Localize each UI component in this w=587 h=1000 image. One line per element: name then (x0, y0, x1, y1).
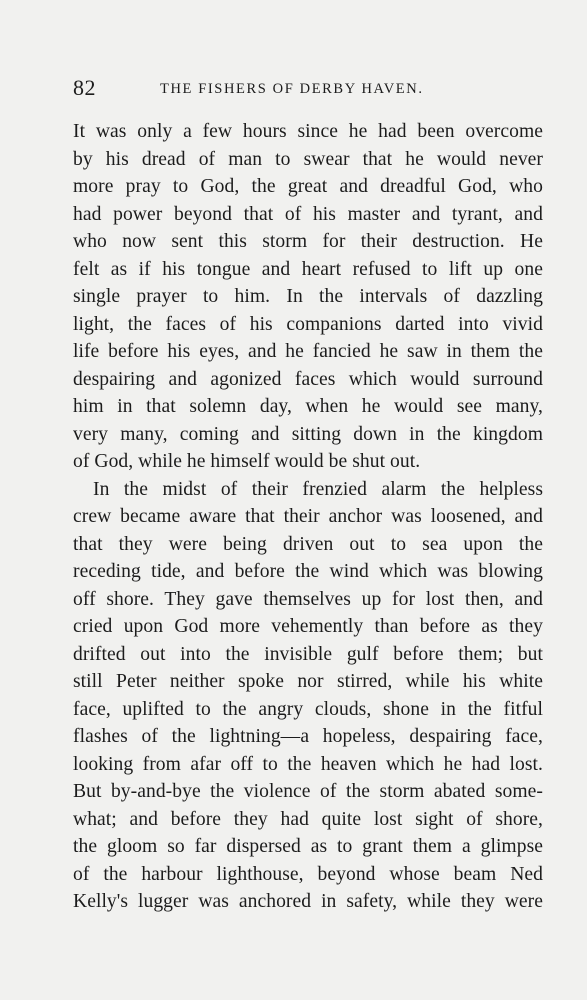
text-line: It was only a few hours since he had been overcome (73, 121, 543, 142)
text-line: who now sent this storm for their destruction. He (73, 231, 543, 252)
text-line: flashes of the lightning—a hopeless, despairing face, (73, 726, 543, 747)
text-line: crew became aware that their anchor was loosened, and (73, 506, 543, 527)
text-line: despairing and agonized faces which would surround (73, 368, 543, 390)
text-line: face, uplifted to the angry clouds, shone in the fitful (73, 698, 543, 720)
page-number: 82 (73, 75, 96, 100)
text-line: very many, coming and sitting down in the kingdom (73, 423, 543, 445)
text-line: of the harbour lighthouse, beyond whose beam Ned (73, 863, 543, 885)
body-text (73, 118, 543, 916)
text-line: cried upon God more vehemently than before as they (73, 616, 543, 637)
text-line: But by-and-bye the violence of the storm abated some- (73, 781, 543, 802)
text-line: life before his eyes, and he fancied he saw in them the (73, 341, 543, 362)
text-line: single prayer to him. In the intervals of dazzling (73, 286, 543, 307)
running-title: THE FISHERS OF DERBY HAVEN. (160, 81, 424, 97)
text-line: receding tide, and before the wind which was blowing (73, 561, 543, 582)
text-line: him in that solemn day, when he would see many, (73, 396, 543, 417)
text-line: drifted out into the invisible gulf before them; but (73, 643, 543, 665)
text-line: off shore. They gave themselves up for lost then, and (73, 588, 543, 610)
text-line: looking from afar off to the heaven which he had lost. (73, 753, 543, 775)
text-line: had power beyond that of his master and tyrant, and (73, 203, 543, 225)
text-line: light, the faces of his companions darted into vivid (73, 313, 543, 335)
text-line: more pray to God, the great and dreadful God, who (73, 176, 543, 197)
text-line: by his dread of man to swear that he would never (73, 148, 543, 170)
text-line: still Peter neither spoke nor stirred, while his white (73, 671, 543, 692)
text-line: felt as if his tongue and heart refused to lift up one (73, 258, 543, 280)
text-line: In the midst of their frenzied alarm the helpless (93, 478, 543, 500)
text-line: of God, while he himself would be shut out. (73, 451, 421, 472)
text-line: what; and before they had quite lost sight of shore, (73, 808, 543, 830)
text-line: that they were being driven out to sea upon the (73, 533, 543, 555)
text-line: Kelly's lugger was anchored in safety, while they were (73, 891, 543, 912)
text-line: the gloom so far dispersed as to grant them a glimpse (73, 836, 543, 857)
